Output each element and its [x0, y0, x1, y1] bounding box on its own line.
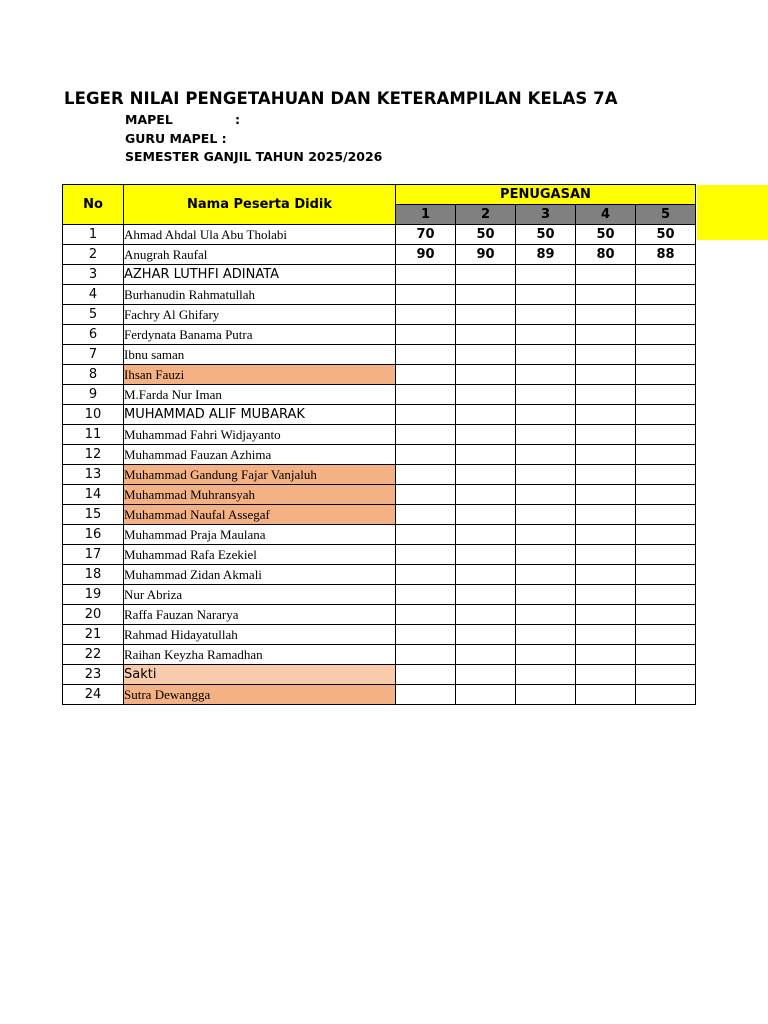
table-row	[63, 345, 696, 365]
student-name: Raffa Fauzan Nararya	[124, 605, 396, 625]
score-cell-penugasan-5[interactable]	[636, 465, 696, 485]
score-cell-penugasan-1[interactable]	[396, 285, 456, 305]
score-cell-penugasan-3[interactable]	[516, 485, 576, 505]
row-number: 3	[63, 265, 124, 285]
row-number: 18	[63, 565, 124, 585]
score-cell-penugasan-3[interactable]	[516, 605, 576, 625]
score-cell-penugasan-4[interactable]: 80	[576, 245, 636, 265]
score-cell-penugasan-5[interactable]	[636, 625, 696, 645]
score-cell-penugasan-1[interactable]	[396, 485, 456, 505]
subheader-2: 2	[456, 205, 516, 225]
score-cell-penugasan-3[interactable]	[516, 545, 576, 565]
score-cell-penugasan-3[interactable]	[516, 345, 576, 365]
row-number: 9	[63, 385, 124, 405]
row-number: 23	[63, 665, 124, 685]
table-row	[63, 605, 696, 625]
student-name: Raihan Keyzha Ramadhan	[124, 645, 396, 665]
score-cell-penugasan-5[interactable]: 88	[636, 245, 696, 265]
score-cell-penugasan-2[interactable]	[456, 605, 516, 625]
table-row	[63, 565, 696, 585]
score-cell-penugasan-4[interactable]	[576, 445, 636, 465]
row-number: 17	[63, 545, 124, 565]
score-cell-penugasan-2[interactable]	[456, 525, 516, 545]
table-row	[63, 225, 696, 245]
score-cell-penugasan-2[interactable]	[456, 265, 516, 285]
score-cell-penugasan-3[interactable]	[516, 505, 576, 525]
score-cell-penugasan-5[interactable]	[636, 285, 696, 305]
score-cell-penugasan-3[interactable]	[516, 425, 576, 445]
score-cell-penugasan-4[interactable]	[576, 605, 636, 625]
score-cell-penugasan-4[interactable]: 50	[576, 225, 636, 245]
score-cell-penugasan-5[interactable]	[636, 505, 696, 525]
score-cell-penugasan-1[interactable]	[396, 325, 456, 345]
score-cell-penugasan-4[interactable]	[576, 405, 636, 425]
row-number: 5	[63, 305, 124, 325]
score-cell-penugasan-1[interactable]	[396, 445, 456, 465]
score-cell-penugasan-5[interactable]	[636, 325, 696, 345]
score-cell-penugasan-4[interactable]	[576, 505, 636, 525]
score-cell-penugasan-4[interactable]	[576, 365, 636, 385]
score-cell-penugasan-2[interactable]	[456, 585, 516, 605]
student-name: Ihsan Fauzi	[124, 365, 396, 385]
score-cell-penugasan-5[interactable]	[636, 265, 696, 285]
score-cell-penugasan-3[interactable]	[516, 565, 576, 585]
student-name: Sutra Dewangga	[124, 685, 396, 705]
score-cell-penugasan-1[interactable]	[396, 605, 456, 625]
score-cell-penugasan-5[interactable]	[636, 665, 696, 685]
row-number: 24	[63, 685, 124, 705]
score-cell-penugasan-2[interactable]	[456, 565, 516, 585]
score-cell-penugasan-3[interactable]	[516, 665, 576, 685]
score-cell-penugasan-1[interactable]	[396, 405, 456, 425]
score-cell-penugasan-2[interactable]	[456, 345, 516, 365]
score-cell-penugasan-5[interactable]	[636, 345, 696, 365]
score-cell-penugasan-5[interactable]	[636, 365, 696, 385]
table-row	[63, 665, 696, 685]
score-cell-penugasan-2[interactable]	[456, 485, 516, 505]
score-cell-penugasan-1[interactable]	[396, 585, 456, 605]
score-cell-penugasan-1[interactable]	[396, 545, 456, 565]
score-cell-penugasan-5[interactable]	[636, 565, 696, 585]
score-cell-penugasan-1[interactable]	[396, 465, 456, 485]
table-row	[63, 365, 696, 385]
score-cell-penugasan-1[interactable]	[396, 665, 456, 685]
table-row	[63, 465, 696, 485]
score-cell-penugasan-2[interactable]	[456, 325, 516, 345]
subheader-1: 1	[396, 205, 456, 225]
score-cell-penugasan-4[interactable]	[576, 465, 636, 485]
score-cell-penugasan-3[interactable]: 89	[516, 245, 576, 265]
header-fill-extension	[697, 185, 768, 240]
row-number: 19	[63, 585, 124, 605]
table-row	[63, 505, 696, 525]
table-row	[63, 385, 696, 405]
row-number: 7	[63, 345, 124, 365]
student-name: Anugrah Raufal	[124, 245, 396, 265]
score-cell-penugasan-2[interactable]	[456, 365, 516, 385]
row-number: 15	[63, 505, 124, 525]
score-cell-penugasan-2[interactable]	[456, 545, 516, 565]
student-name: Muhammad Gandung Fajar Vanjaluh	[124, 465, 396, 485]
score-cell-penugasan-1[interactable]	[396, 365, 456, 385]
student-name: Ahmad Ahdal Ula Abu Tholabi	[124, 225, 396, 245]
score-cell-penugasan-3[interactable]	[516, 385, 576, 405]
score-cell-penugasan-4[interactable]	[576, 525, 636, 545]
score-cell-penugasan-4[interactable]	[576, 325, 636, 345]
score-cell-penugasan-4[interactable]	[576, 545, 636, 565]
score-cell-penugasan-3[interactable]	[516, 305, 576, 325]
student-name: Muhammad Muhransyah	[124, 485, 396, 505]
student-name: Nur Abriza	[124, 585, 396, 605]
score-cell-penugasan-3[interactable]	[516, 685, 576, 705]
score-cell-penugasan-1[interactable]	[396, 425, 456, 445]
student-name: AZHAR LUTHFI ADINATA	[124, 265, 396, 285]
score-cell-penugasan-4[interactable]	[576, 665, 636, 685]
score-cell-penugasan-1[interactable]	[396, 345, 456, 365]
row-number: 4	[63, 285, 124, 305]
subheader-5: 5	[636, 205, 696, 225]
score-cell-penugasan-5[interactable]	[636, 425, 696, 445]
table-row	[63, 445, 696, 465]
table-row	[63, 585, 696, 605]
table-row	[63, 405, 696, 425]
score-cell-penugasan-5[interactable]	[636, 585, 696, 605]
row-number: 12	[63, 445, 124, 465]
student-name: Fachry Al Ghifary	[124, 305, 396, 325]
page-title: LEGER NILAI PENGETAHUAN DAN KETERAMPILAN KELAS 7A	[64, 89, 618, 108]
score-cell-penugasan-4[interactable]	[576, 565, 636, 585]
score-cell-penugasan-1[interactable]	[396, 645, 456, 665]
semester-label: SEMESTER GANJIL TAHUN 2025/2026	[125, 149, 383, 164]
row-number: 11	[63, 425, 124, 445]
score-cell-penugasan-5[interactable]	[636, 305, 696, 325]
score-cell-penugasan-4[interactable]	[576, 305, 636, 325]
column-header-nama: Nama Peserta Didik	[124, 185, 396, 225]
table-row	[63, 325, 696, 345]
score-cell-penugasan-1[interactable]	[396, 625, 456, 645]
table-row	[63, 645, 696, 665]
score-cell-penugasan-2[interactable]	[456, 465, 516, 485]
student-name: Muhammad Zidan Akmali	[124, 565, 396, 585]
score-cell-penugasan-4[interactable]	[576, 285, 636, 305]
student-name: Muhammad Naufal Assegaf	[124, 505, 396, 525]
score-cell-penugasan-5[interactable]	[636, 405, 696, 425]
table-row	[63, 425, 696, 445]
student-name: Muhammad Rafa Ezekiel	[124, 545, 396, 565]
score-cell-penugasan-1[interactable]	[396, 385, 456, 405]
row-number: 8	[63, 365, 124, 385]
table-row	[63, 525, 696, 545]
leger-table	[62, 184, 696, 705]
student-name: Ferdynata Banama Putra	[124, 325, 396, 345]
score-cell-penugasan-5[interactable]	[636, 685, 696, 705]
student-name: Muhammad Praja Maulana	[124, 525, 396, 545]
score-cell-penugasan-3[interactable]	[516, 465, 576, 485]
score-cell-penugasan-5[interactable]	[636, 445, 696, 465]
student-name: Sakti	[124, 665, 396, 685]
table-row	[63, 685, 696, 705]
table-row	[63, 245, 696, 265]
score-cell-penugasan-3[interactable]	[516, 625, 576, 645]
score-cell-penugasan-4[interactable]	[576, 385, 636, 405]
score-cell-penugasan-1[interactable]: 90	[396, 245, 456, 265]
table-row	[63, 285, 696, 305]
score-cell-penugasan-4[interactable]	[576, 625, 636, 645]
student-name: M.Farda Nur Iman	[124, 385, 396, 405]
subheader-4: 4	[576, 205, 636, 225]
row-number: 2	[63, 245, 124, 265]
score-cell-penugasan-5[interactable]: 50	[636, 225, 696, 245]
mapel-label: MAPEL	[125, 112, 173, 127]
row-number: 13	[63, 465, 124, 485]
table-row	[63, 625, 696, 645]
score-cell-penugasan-5[interactable]	[636, 385, 696, 405]
column-header-penugasan: PENUGASAN	[396, 185, 696, 205]
table-row	[63, 305, 696, 325]
score-cell-penugasan-3[interactable]	[516, 445, 576, 465]
guru-mapel-label: GURU MAPEL :	[125, 131, 227, 146]
row-number: 6	[63, 325, 124, 345]
score-cell-penugasan-3[interactable]	[516, 285, 576, 305]
score-cell-penugasan-3[interactable]: 50	[516, 225, 576, 245]
row-number: 20	[63, 605, 124, 625]
score-cell-penugasan-4[interactable]	[576, 685, 636, 705]
student-name: MUHAMMAD ALIF MUBARAK	[124, 405, 396, 425]
score-cell-penugasan-1[interactable]	[396, 565, 456, 585]
column-header-no: No	[63, 185, 124, 225]
score-cell-penugasan-4[interactable]	[576, 585, 636, 605]
score-cell-penugasan-4[interactable]	[576, 425, 636, 445]
score-cell-penugasan-1[interactable]	[396, 505, 456, 525]
row-number: 21	[63, 625, 124, 645]
table-row	[63, 265, 696, 285]
table-row	[63, 545, 696, 565]
score-cell-penugasan-2[interactable]	[456, 425, 516, 445]
score-cell-penugasan-2[interactable]	[456, 625, 516, 645]
score-cell-penugasan-2[interactable]	[456, 285, 516, 305]
student-name: Muhammad Fahri Widjayanto	[124, 425, 396, 445]
score-cell-penugasan-5[interactable]	[636, 605, 696, 625]
row-number: 16	[63, 525, 124, 545]
student-name: Ibnu saman	[124, 345, 396, 365]
subheader-3: 3	[516, 205, 576, 225]
score-cell-penugasan-2[interactable]	[456, 445, 516, 465]
mapel-colon: :	[235, 112, 240, 127]
score-cell-penugasan-2[interactable]	[456, 405, 516, 425]
row-number: 22	[63, 645, 124, 665]
score-cell-penugasan-1[interactable]	[396, 305, 456, 325]
score-cell-penugasan-4[interactable]	[576, 265, 636, 285]
score-cell-penugasan-3[interactable]	[516, 525, 576, 545]
score-cell-penugasan-2[interactable]	[456, 385, 516, 405]
score-cell-penugasan-4[interactable]	[576, 485, 636, 505]
score-cell-penugasan-3[interactable]	[516, 405, 576, 425]
score-cell-penugasan-2[interactable]	[456, 305, 516, 325]
score-cell-penugasan-3[interactable]	[516, 365, 576, 385]
score-cell-penugasan-4[interactable]	[576, 645, 636, 665]
score-cell-penugasan-2[interactable]: 50	[456, 225, 516, 245]
table-row	[63, 485, 696, 505]
score-cell-penugasan-5[interactable]	[636, 525, 696, 545]
score-cell-penugasan-2[interactable]: 90	[456, 245, 516, 265]
student-name: Burhanudin Rahmatullah	[124, 285, 396, 305]
student-name: Rahmad Hidayatullah	[124, 625, 396, 645]
score-cell-penugasan-5[interactable]	[636, 545, 696, 565]
score-cell-penugasan-1[interactable]	[396, 685, 456, 705]
score-cell-penugasan-1[interactable]	[396, 525, 456, 545]
score-cell-penugasan-2[interactable]	[456, 505, 516, 525]
score-cell-penugasan-3[interactable]	[516, 325, 576, 345]
score-cell-penugasan-3[interactable]	[516, 645, 576, 665]
score-cell-penugasan-3[interactable]	[516, 585, 576, 605]
score-cell-penugasan-2[interactable]	[456, 645, 516, 665]
row-number: 10	[63, 405, 124, 425]
score-cell-penugasan-5[interactable]	[636, 485, 696, 505]
row-number: 14	[63, 485, 124, 505]
score-cell-penugasan-4[interactable]	[576, 345, 636, 365]
score-cell-penugasan-5[interactable]	[636, 645, 696, 665]
student-name: Muhammad Fauzan Azhima	[124, 445, 396, 465]
header-row	[63, 185, 696, 205]
score-cell-penugasan-2[interactable]	[456, 685, 516, 705]
score-cell-penugasan-1[interactable]	[396, 265, 456, 285]
score-cell-penugasan-3[interactable]	[516, 265, 576, 285]
row-number: 1	[63, 225, 124, 245]
score-cell-penugasan-1[interactable]: 70	[396, 225, 456, 245]
score-cell-penugasan-2[interactable]	[456, 665, 516, 685]
